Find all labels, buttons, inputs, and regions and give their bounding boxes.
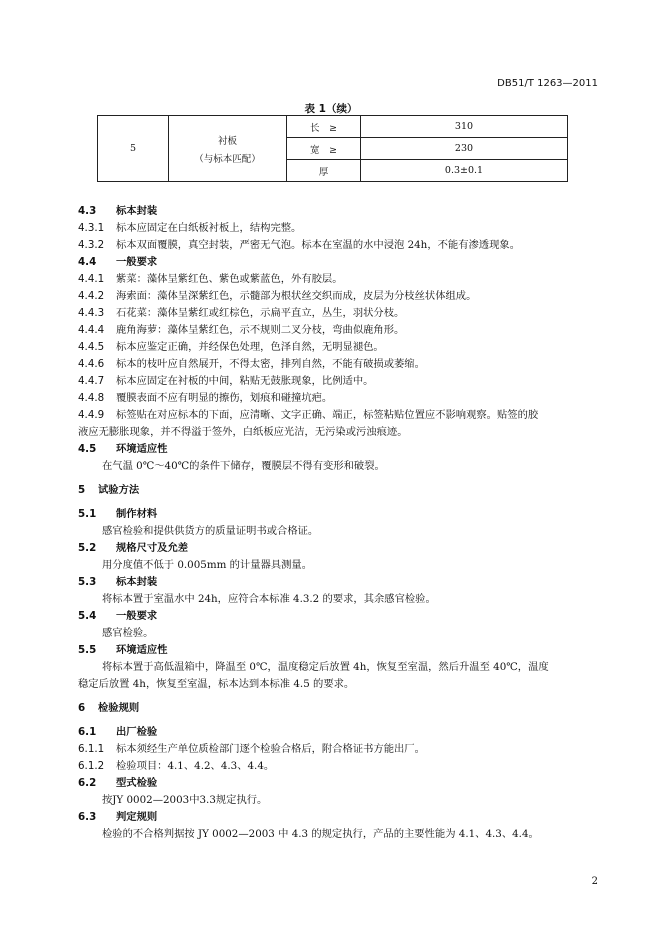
section-heading: 4.5 环境适应性 [78,443,168,455]
paragraph: 用分度值不低于 0.005mm 的计量器具测量。 [102,559,313,571]
clause: 6.1.2 检验项目：4.1、4.2、4.3、4.4。 [78,760,275,772]
paragraph-continuation: 稳定后放置 4h，恢复至室温，标本达到本标准 4.5 的要求。 [78,678,355,690]
value-cell: 230 [361,138,568,160]
row-number-cell: 5 [98,116,169,182]
value-cell: 310 [361,116,568,138]
paragraph: 按JY 0002—2003中3.3规定执行。 [102,794,268,806]
chapter-heading: 5 试验方法 [78,484,140,496]
clause: 4.4.2 海索面：藻体呈深紫红色，示髓部为根状丝交织而成，皮层为分枝丝状体组成。 [78,290,477,302]
value-cell: 0.3±0.1 [361,160,568,182]
clause: 4.4.4 鹿角海萝：藻体呈紫红色，示不规则二叉分枝，弯曲似鹿角形。 [78,324,405,336]
clause: 4.4.8 覆膜表面不应有明显的擦伤，划痕和碰撞坑疤。 [78,392,333,404]
paragraph: 感官检验和提供供货方的质量证明书或合格证。 [102,525,319,537]
clause: 4.4.5 标本应鉴定正确，并经保色处理，色泽自然，无明显褪色。 [78,341,384,353]
section-heading: 5.5 环境适应性 [78,644,168,656]
section-heading: 5.4 一般要求 [78,610,158,622]
paragraph: 在气温 0℃～40℃的条件下储存，覆膜层不得有变形和破裂。 [102,460,385,472]
paragraph: 将标本置于高低温箱中，降温至 0℃，温度稳定后放置 4h，恢复至室温，然后升温至 40℃，温度 [102,661,549,673]
clause: 4.4.6 标本的枝叶应自然展开，不得太密，排列自然，不能有破损或萎缩。 [78,358,425,370]
section-heading: 4.4 一般要求 [78,256,158,268]
clause: 4.3.2 标本双面覆膜，真空封装，严密无气泡。标本在室温的水中浸泡 24h，不能有渗透现象。 [78,239,520,251]
clause: 4.4.9 标签贴在对应标本的下面，应清晰、文字正确、端正，标签粘贴位置应不影响观察。贴签的胶 [78,409,539,421]
chapter-heading: 6 检验规则 [78,702,140,714]
document-body [78,203,598,843]
clause: 4.3.1 标本应固定在白纸板衬板上，结构完整。 [78,222,302,234]
item-name: 衬板 [217,135,237,147]
clause: 4.4.7 标本应固定在衬板的中间，粘贴无鼓胀现象，比例适中。 [78,375,374,387]
clause: 4.4.3 石花菜：藻体呈紫红或红棕色，示扁平直立，丛生，羽状分枝。 [78,307,405,319]
clause-continuation: 液应无膨胀现象，并不得溢于签外，白纸板应光洁，无污染或污浊痕迹。 [78,426,408,438]
dimension-cell: 长 ≥ [287,116,361,138]
section-heading: 5.1 制作材料 [78,508,158,520]
item-note: （与标本匹配） [194,153,261,165]
paragraph: 将标本置于室温水中 24h，应符合本标准 4.3.2 的要求，其余感官检验。 [102,593,436,605]
clause: 4.4.1 紫菜：藻体呈紫红色、紫色或紫蓝色，外有胶层。 [78,273,343,285]
paragraph: 感官检验。 [102,627,154,639]
document-code: DB51/T 1263—2011 [497,78,598,89]
clause: 6.1.1 标本须经生产单位质检部门逐个检验合格后，附合格证书方能出厂。 [78,743,425,755]
table-caption: 表 1（续） [304,103,358,115]
dimension-cell: 宽 ≥ [287,138,361,160]
section-heading: 6.1 出厂检验 [78,726,158,738]
table-row [98,116,568,138]
item-cell [169,116,287,182]
page-number: 2 [591,876,598,887]
section-heading: 4.3 标本封装 [78,205,158,217]
paragraph: 检验的不合格判据按 JY 0002—2003 中 4.3 的规定执行，产品的主要性能为 4.1、4.3、4.4。 [102,828,539,840]
section-heading: 5.3 标本封装 [78,576,158,588]
dimension-cell: 厚 [287,160,361,182]
section-heading: 6.2 型式检验 [78,777,158,789]
section-heading: 5.2 规格尺寸及允差 [78,542,189,554]
section-heading: 6.3 判定规则 [78,811,158,823]
spec-table [97,115,568,182]
